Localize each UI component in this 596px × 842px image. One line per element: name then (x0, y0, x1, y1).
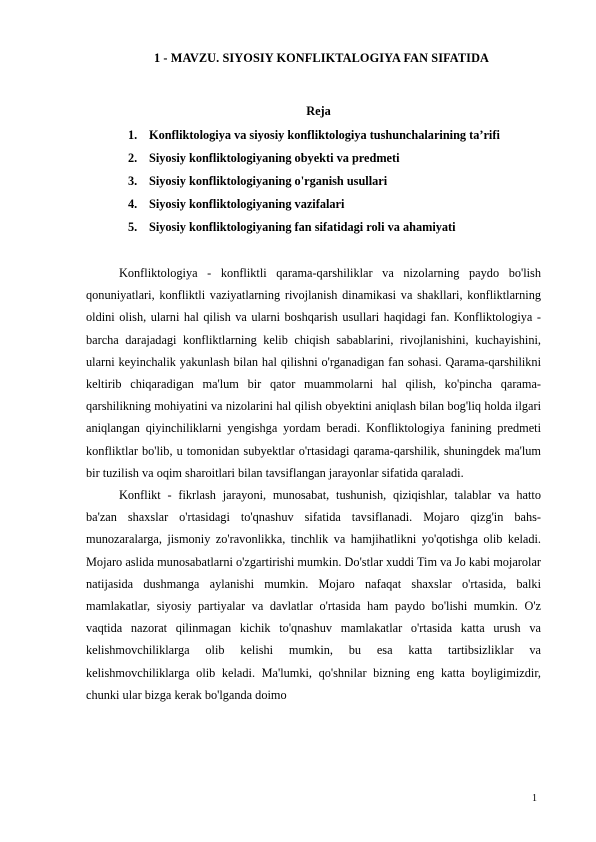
plan-item-number: 3. (128, 174, 138, 188)
page-number: 1 (532, 793, 537, 804)
plan-heading: Reja (306, 104, 331, 118)
plan-item-number: 1. (128, 128, 138, 142)
plan-item-number: 2. (128, 151, 138, 165)
plan-item-number: 4. (128, 197, 138, 211)
body-text (86, 262, 541, 706)
plan-item-number: 5. (128, 220, 138, 234)
plan-item-text: Siyosiy konfliktologiyaning vazifalari (149, 197, 345, 211)
plan-item (128, 151, 500, 174)
plan-item-text: Konfliktologiya va siyosiy konfliktologiya tushunchalarining ta’rifi (149, 128, 500, 142)
plan-list (128, 128, 500, 243)
paragraph-konfliktologiya: Konfliktologiya - konfliktli qarama-qarshiliklar va nizolarning paydo bo'lish qonuniyatlari, konfliktli vaziyatlarning rivojlanish dinamikasi va shakllari, konfliktlarning oldini olish, ularni hal qilish va ularni boshqarish usullari haqidagi fan. Konfliktologiya - barcha darajadagi konfliktlarning kelib chiqish sabablarini, rivojlanishini, kuchayishini, ularni keyinchalik yakunlash bilan hal qilishni o'rganadigan fan sohasi. Qarama-qarshilikni keltirib chiqaradigan ma'lum bir qator muammolarni hal qilish, ko'pincha qarama-qarshilikning mohiyatini va nizolarini hal qilish obyektini aniqlash bilan bog'liq holda ilgari aniqlangan qiyinchiliklarni yengishga yordam beradi. Konfliktologiya fanining predmeti konfliktlar bo'lib, u tomonidan subyektlar o'rtasidagi qarama-qarshilik, shuningdek ma'lum bir tuzilish va oqim sharoitlari bilan tavsiflangan jarayonlar sifatida qaraladi. (86, 266, 541, 480)
plan-item (128, 220, 500, 243)
plan-item (128, 174, 500, 197)
paragraph-konflikt: Konflikt - fikrlash jarayoni, munosabat, tushunish, qiziqishlar, talablar va hatto ba'zan shaxslar o'rtasidagi to'qnashuv sifatida tavsiflanadi. Mojaro qizg'in bahs-munozaralarga, jismoniy zo'ravonlikka, tinchlik va hamjihatlikni yo'qotishga olib keladi. Mojaro aslida munosabatlarni o'zgartirishi mumkin. Do'stlar xuddi Tim va Jo kabi mojarolar natijasida dushmanga aylanishi mumkin. Mojaro nafaqat shaxslar o'rtasida, balki mamlakatlar, siyosiy partiyalar va davlatlar o'rtasida ham paydo bo'lishi mumkin. O'z vaqtida nazorat qilinmagan kichik to'qnashuv mamlakatlar o'rtasida katta urush va kelishmovchiliklarga olib kelishi mumkin, bu esa katta tartibsizliklar va kelishmovchiliklarga olib keladi. Ma'lumki, qo'shnilar bizning eng katta boyligimizdir, chunki ular bizga kerak bo'lganda doimo (86, 488, 541, 702)
plan-item-text: Siyosiy konfliktologiyaning fan sifatidagi roli va ahamiyati (149, 220, 456, 234)
page-title: 1 - MAVZU. SIYOSIY KONFLIKTALOGIYA FAN SIFATIDA (153, 51, 490, 65)
plan-item-text: Siyosiy konfliktologiyaning obyekti va predmeti (149, 151, 400, 165)
plan-item (128, 128, 500, 151)
plan-item (128, 197, 500, 220)
plan-item-text: Siyosiy konfliktologiyaning o'rganish usullari (149, 174, 388, 188)
